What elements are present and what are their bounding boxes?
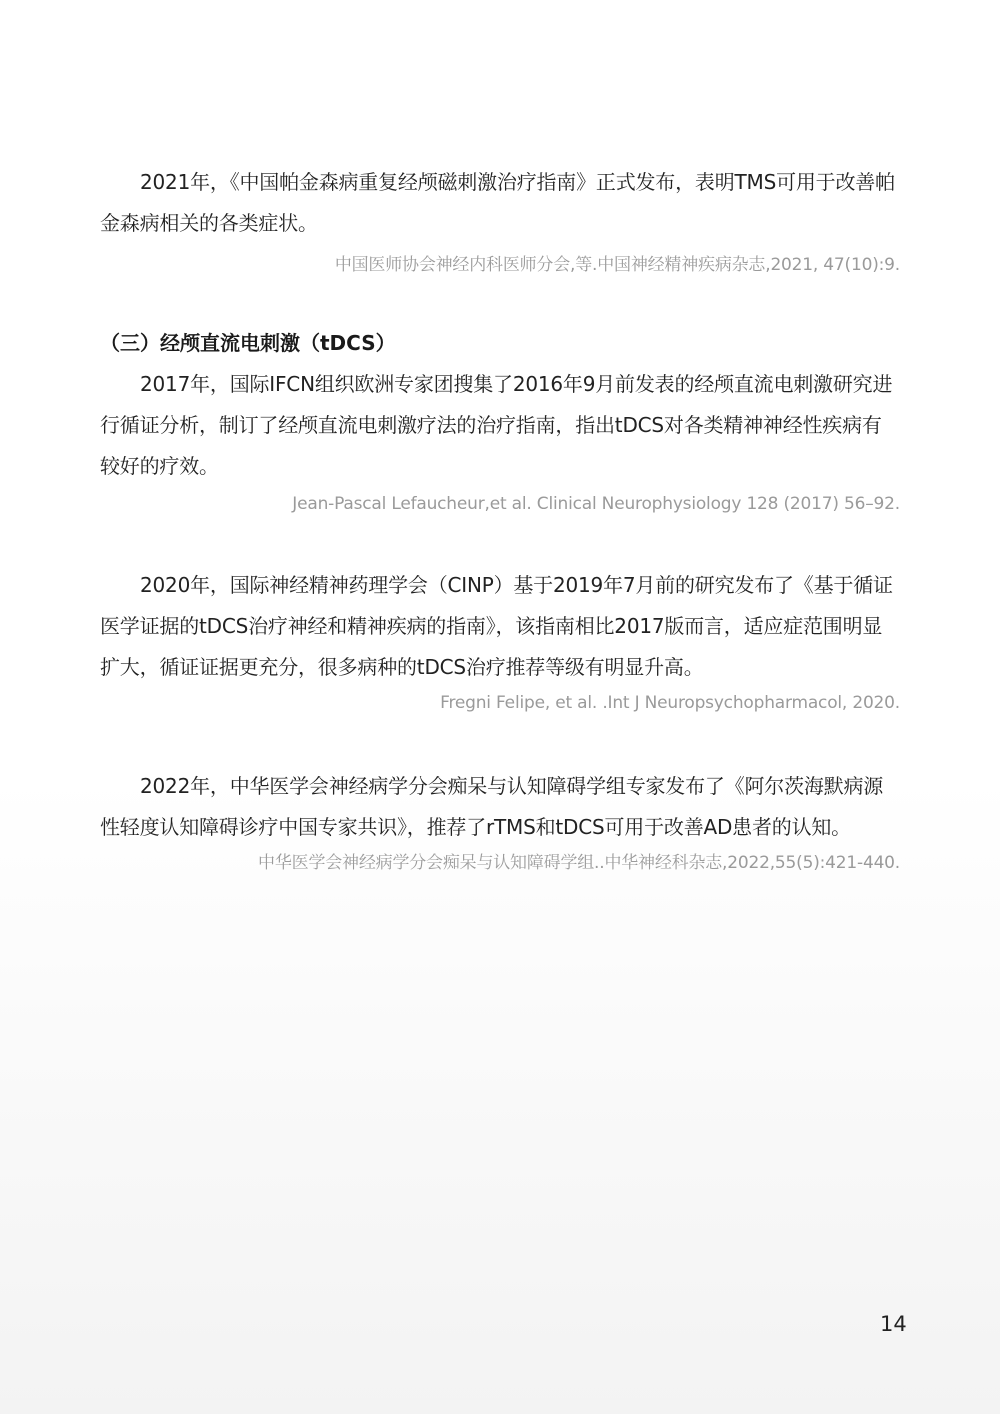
section-heading-tdcs: （三）经颅直流电刺激（tDCS）: [100, 331, 396, 355]
page-number: 14: [880, 1312, 907, 1336]
section-tdcs-2017: [100, 364, 900, 519]
section-tms-parkinson: [100, 162, 900, 280]
paragraph-2020-tdcs: 2020年，国际神经精神药理学会（CINP）基于2019年7月前的研究发布了《基于循证医学证据的tDCS治疗神经和精神疾病的指南》，该指南相比2017版而言，适应症范围明显扩大，循证证据更充分，很多病种的tDCS治疗推荐等级有明显升高。: [100, 573, 893, 679]
section-tdcs-2020: [100, 565, 900, 718]
citation-2022-tdcs: 中华医学会神经病学分会痴呆与认知障碍学组..中华神经科杂志,2022,55(5):421-440.: [258, 853, 900, 873]
paragraph-2022-tdcs: 2022年，中华医学会神经病学分会痴呆与认知障碍学组专家发布了《阿尔茨海默病源性轻度认知障碍诊疗中国专家共识》，推荐了rTMS和tDCS可用于改善AD患者的认知。: [100, 774, 884, 839]
citation-2021-tms: 中国医师协会神经内科医师分会,等.中国神经精神疾病杂志,2021, 47(10):9.: [334, 255, 900, 275]
citation-2020-tdcs: Fregni Felipe, et al. .Int J Neuropsychopharmacol, 2020.: [440, 693, 900, 713]
paragraph-2021-tms: 2021年，《中国帕金森病重复经颅磁刺激治疗指南》正式发布，表明TMS可用于改善帕金森病相关的各类症状。: [100, 170, 895, 235]
section-tdcs-2022: [100, 766, 900, 878]
paragraph-2017-tdcs: 2017年，国际IFCN组织欧洲专家团搜集了2016年9月前发表的经颅直流电刺激研究进行循证分析，制订了经颅直流电刺激疗法的治疗指南，指出tDCS对各类精神神经性疾病有较好的疗效。: [100, 372, 893, 478]
document-page: [100, 0, 900, 1414]
citation-2017-tdcs: Jean-Pascal Lefaucheur,et al. Clinical Neurophysiology 128 (2017) 56–92.: [292, 494, 900, 514]
